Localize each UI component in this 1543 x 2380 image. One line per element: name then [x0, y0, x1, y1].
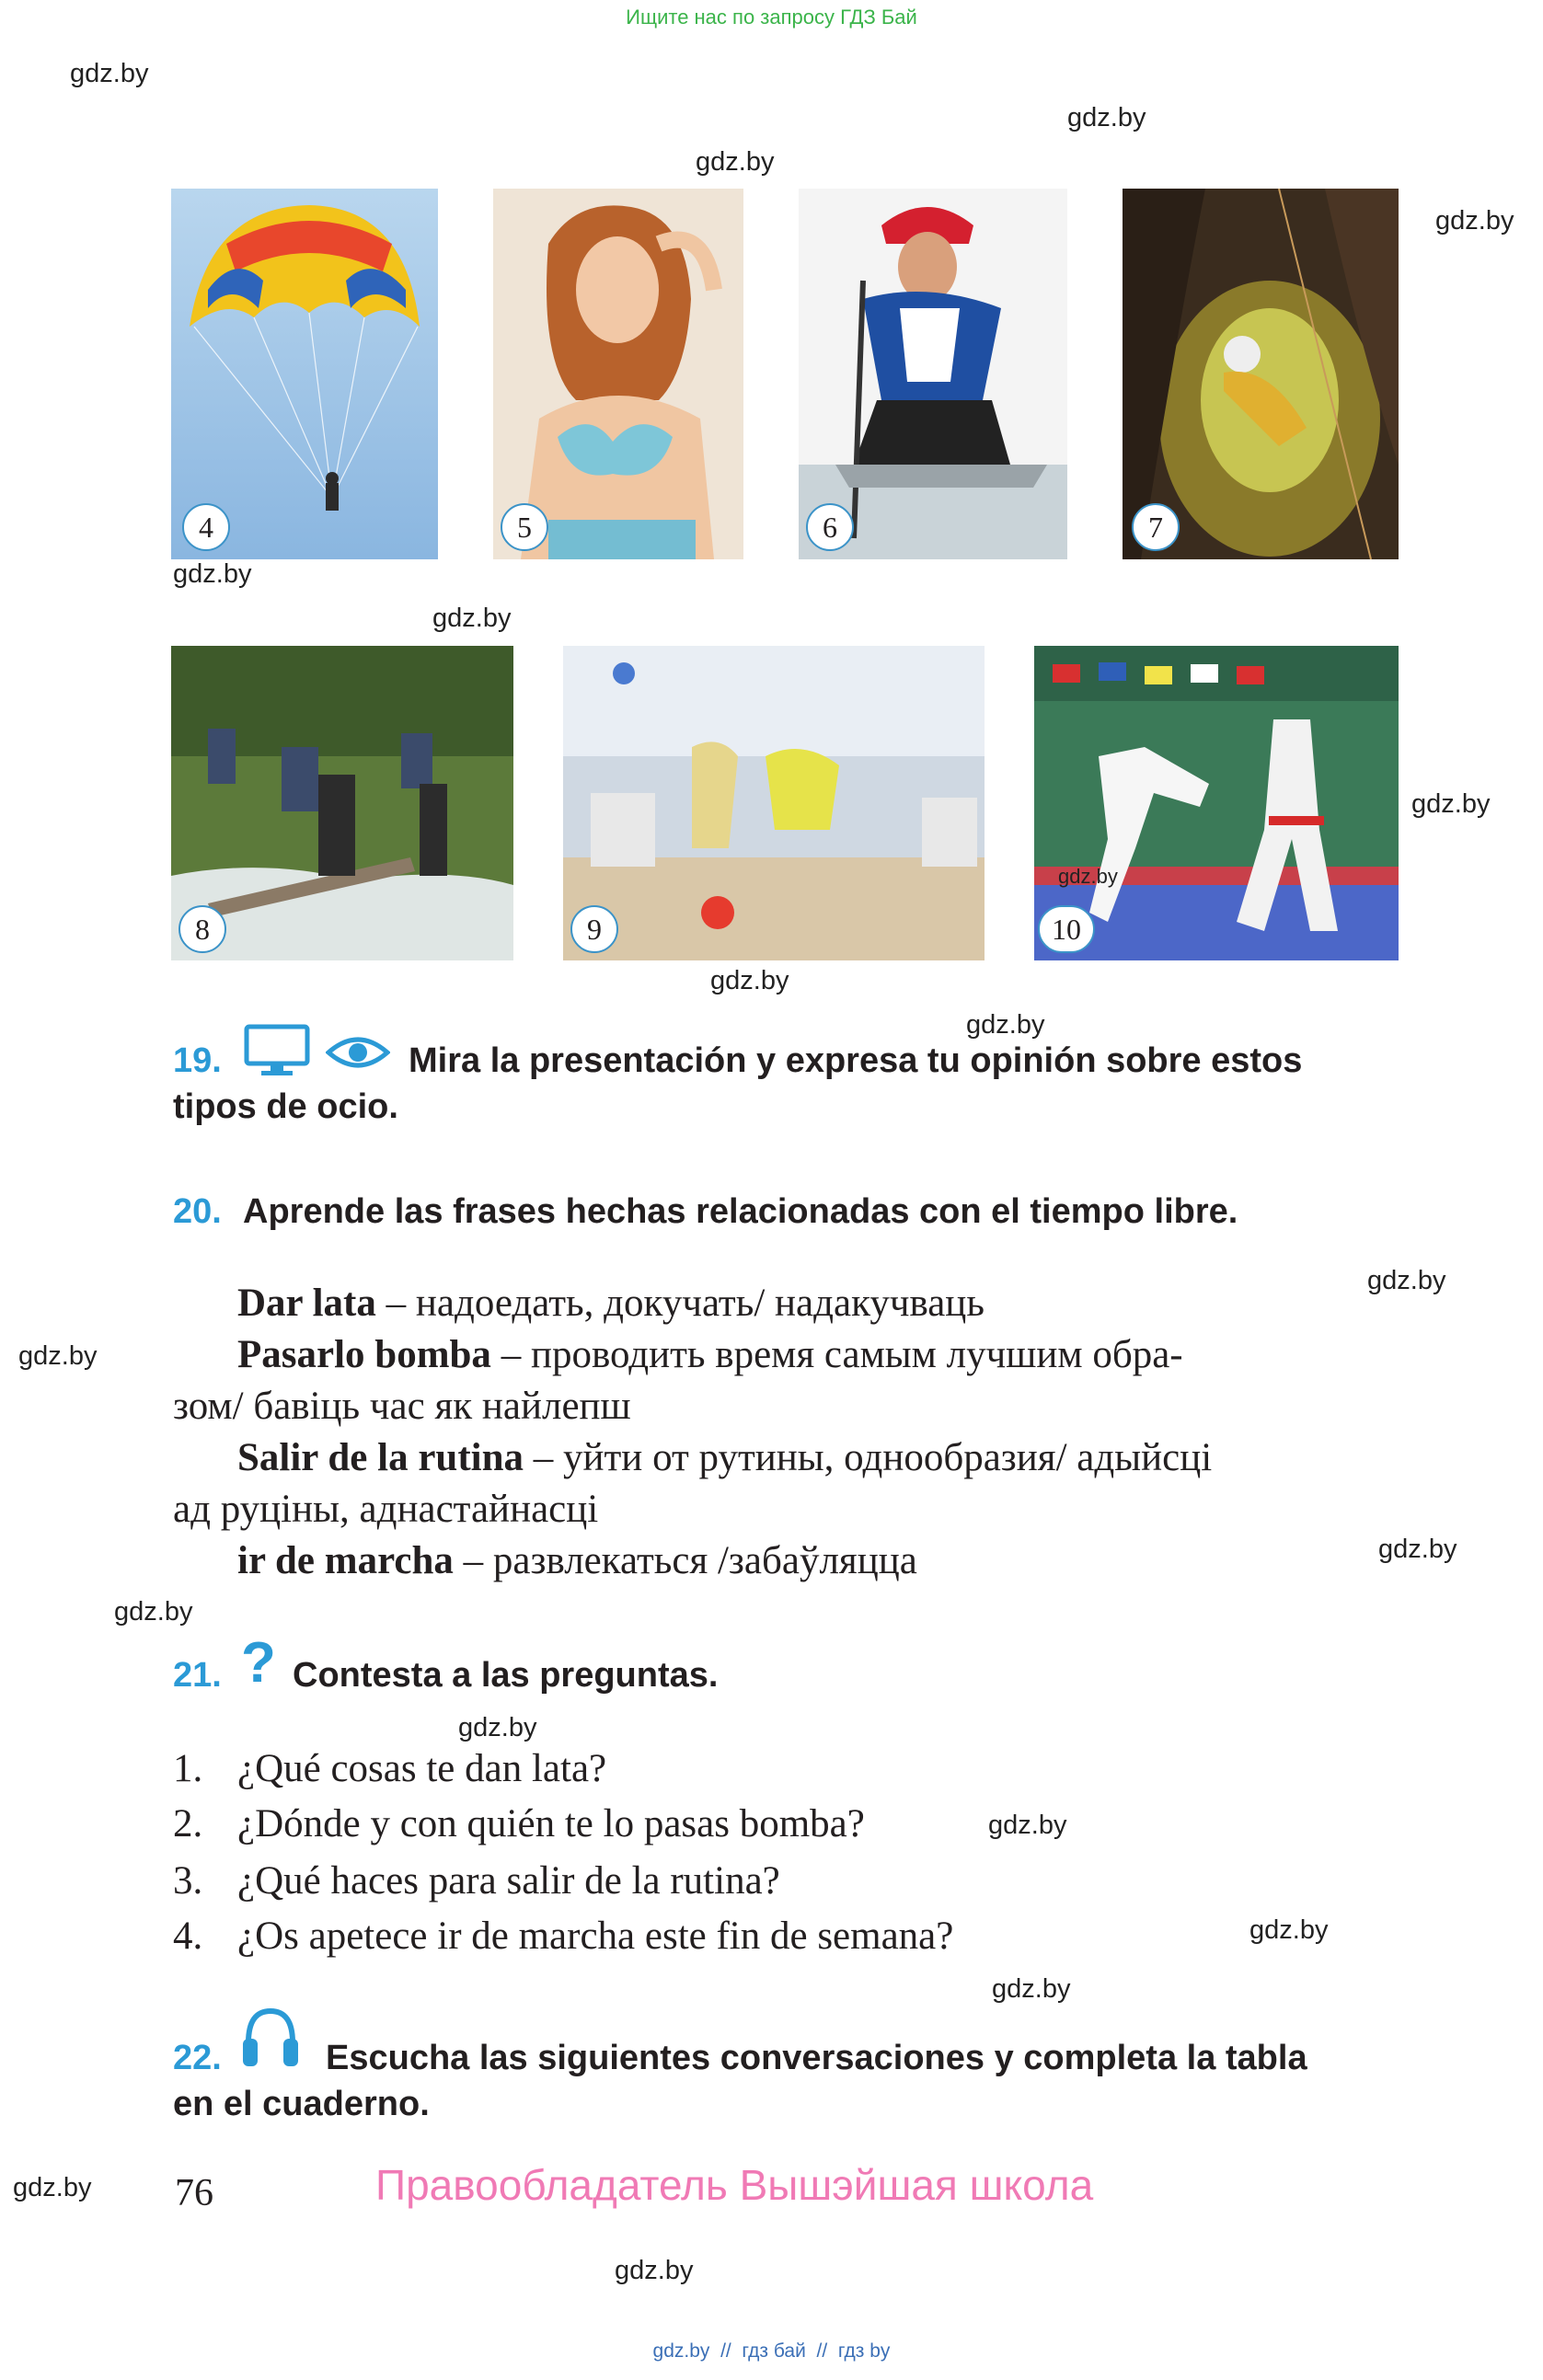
- photo-belly-dancer: [493, 189, 743, 559]
- photo-number-badge: 8: [178, 905, 226, 953]
- watermark: gdz.by: [114, 1597, 193, 1627]
- question-2: [173, 1801, 865, 1846]
- question-1: [173, 1746, 607, 1791]
- question-number: 3.: [173, 1859, 203, 1903]
- phrase-term: Pasarlo bomba: [237, 1333, 491, 1376]
- photo-number-badge: 10: [1038, 905, 1095, 953]
- exercise-22-number: 22.: [173, 2039, 222, 2077]
- phrase-meaning: – надоедать, докучать/ надакучваць: [375, 1282, 985, 1325]
- watermark: gdz.by: [432, 604, 512, 633]
- phrase-dar-lata: [237, 1281, 985, 1326]
- phrase-term: Salir de la rutina: [237, 1436, 524, 1479]
- photo-bowling: [563, 646, 985, 960]
- exercise-20-text: Aprende las frases hechas relacionadas con el tiempo libre.: [243, 1192, 1238, 1231]
- watermark: gdz.by: [18, 1341, 98, 1371]
- question-3: [173, 1858, 780, 1903]
- watermark: gdz.by: [988, 1811, 1067, 1840]
- watermark: gdz.by: [1435, 206, 1514, 236]
- watermark: gdz.by: [458, 1713, 537, 1742]
- photo-number-badge: 9: [570, 905, 618, 953]
- question-number: 4.: [173, 1914, 203, 1958]
- exercise-21-text: Contesta a las preguntas.: [293, 1656, 719, 1695]
- photo-canoeing: [799, 189, 1067, 559]
- eye-icon: [326, 1034, 390, 1071]
- exercise-19-text-line1: Mira la presentación y expresa tu opinión sobre estos: [409, 1041, 1303, 1080]
- photo-caving: [1123, 189, 1399, 559]
- monitor-icon: [243, 1023, 311, 1078]
- question-text: ¿Dónde y con quién te lo pasas bomba?: [237, 1802, 865, 1845]
- copyright-holder: Правообладатель Вышэйшая школа: [375, 2161, 1094, 2209]
- phrase-pasarlo-bomba: [237, 1332, 1183, 1377]
- photo-number-badge: 5: [501, 503, 548, 551]
- watermark: gdz.by: [1411, 789, 1491, 819]
- photo-karate: [1034, 646, 1399, 960]
- watermark: gdz.by: [966, 1010, 1045, 1040]
- photo-number-badge: 6: [806, 503, 854, 551]
- watermark: gdz.by: [1058, 865, 1118, 888]
- exercise-22-text-line2: en el cuaderno.: [173, 2085, 430, 2123]
- question-mark-icon: ?: [241, 1631, 276, 1695]
- phrase-meaning: – развлекаться /забаўляцца: [453, 1539, 917, 1582]
- phrase-meaning: – проводить время самым лучшим обра-: [490, 1333, 1183, 1376]
- exercise-19-text-line2: tipos de ocio.: [173, 1087, 398, 1126]
- watermark: gdz.by: [1249, 1915, 1329, 1945]
- exercise-19-number: 19.: [173, 1041, 222, 1080]
- watermark: gdz.by: [615, 2256, 694, 2285]
- phrase-meaning-continued: зом/ бавіць час як найлепш: [173, 1385, 631, 1428]
- watermark: gdz.by: [70, 59, 149, 88]
- watermark: gdz.by: [13, 2173, 92, 2202]
- question-4: [173, 1914, 954, 1959]
- exercise-22-text-line1: Escucha las siguientes conversaciones y completa la tabla: [326, 2039, 1307, 2077]
- photo-number-badge: 4: [182, 503, 230, 551]
- question-text: ¿Os apetece ir de marcha este fin de semana?: [237, 1914, 954, 1958]
- phrase-meaning: – уйти от рутины, однообразия/ адыйсці: [524, 1436, 1213, 1479]
- footer-links[interactable]: gdz.by // гдз бай // гдз by: [652, 2340, 891, 2362]
- phrase-ir-de-marcha: [237, 1538, 917, 1583]
- watermark: gdz.by: [992, 1974, 1071, 2004]
- phrase-term: Dar lata: [237, 1282, 376, 1325]
- question-number: 2.: [173, 1802, 203, 1845]
- page-number: 76: [175, 2172, 213, 2214]
- phrase-term: ir de marcha: [237, 1539, 454, 1582]
- watermark: gdz.by: [1367, 1266, 1446, 1295]
- exercise-21-number: 21.: [173, 1656, 222, 1695]
- watermark: gdz.by: [1378, 1535, 1457, 1564]
- photo-hiking: [171, 646, 513, 960]
- phrase-salir-de-la-rutina: [237, 1435, 1212, 1480]
- question-text: ¿Qué haces para salir de la rutina?: [237, 1859, 780, 1903]
- question-text: ¿Qué cosas te dan lata?: [237, 1747, 607, 1790]
- top-search-note[interactable]: Ищите нас по запросу ГДЗ Бай: [626, 6, 917, 29]
- watermark: gdz.by: [696, 147, 775, 177]
- photo-parasailing: [171, 189, 438, 559]
- phrase-meaning-continued: ад руціны, аднастайнасці: [173, 1488, 599, 1531]
- exercise-20-number: 20.: [173, 1192, 222, 1231]
- photo-number-badge: 7: [1132, 503, 1180, 551]
- watermark: gdz.by: [1067, 103, 1146, 132]
- question-number: 1.: [173, 1747, 203, 1790]
- headphones-icon: [241, 2006, 300, 2070]
- watermark: gdz.by: [710, 966, 789, 995]
- watermark: gdz.by: [173, 559, 252, 589]
